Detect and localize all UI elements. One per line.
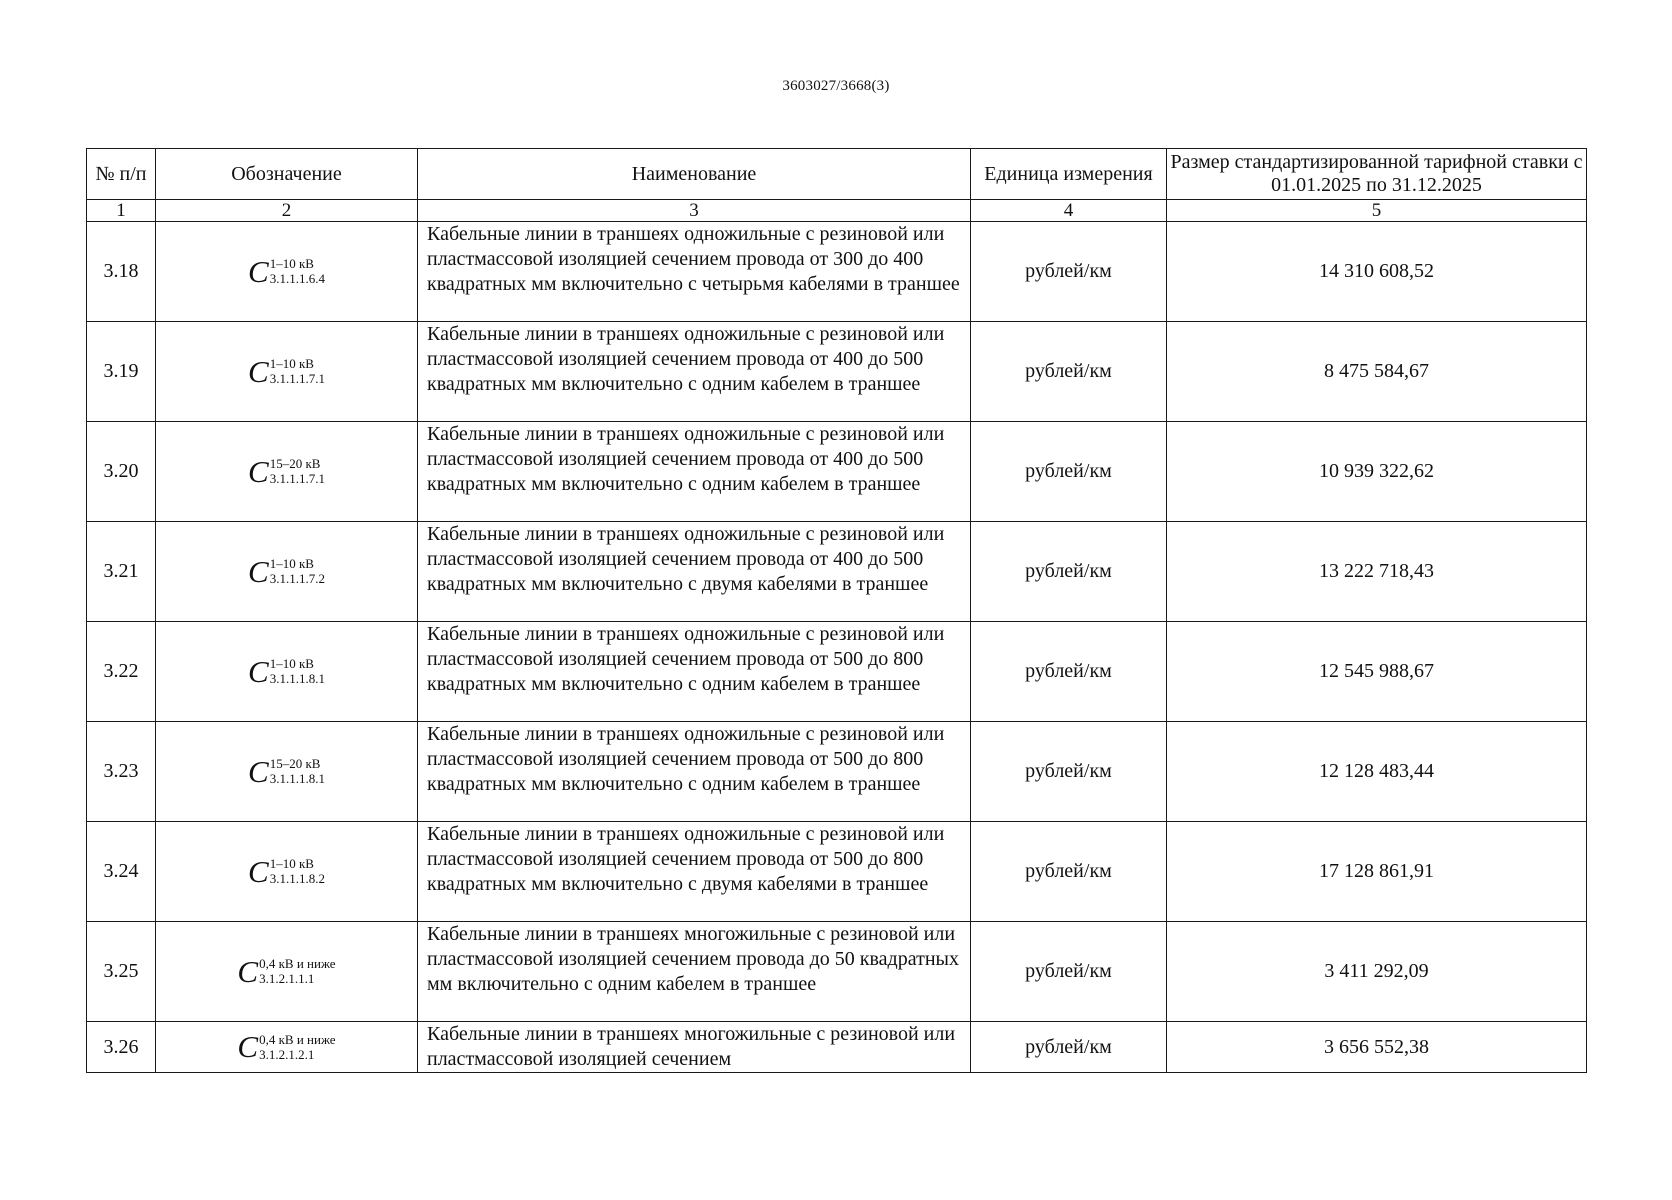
symbol-code: 3.1.1.1.8.1	[269, 771, 325, 786]
row-description: Кабельные линии в траншеях одножильные с резиновой или пластмассовой изоляцией сечением провода от 500 до 800 квадратных мм включительно с одним кабелем в траншее	[418, 722, 971, 822]
symbol-index	[270, 656, 325, 686]
row-description: Кабельные линии в траншеях одножильные с резиновой или пластмассовой изоляцией сечением провода от 400 до 500 квадратных мм включительно с одним кабелем в траншее	[418, 422, 971, 522]
row-description: Кабельные линии в траншеях одножильные с резиновой или пластмассовой изоляцией сечением провода от 500 до 800 квадратных мм включительно с одним кабелем в траншее	[418, 622, 971, 722]
tariff-symbol	[156, 722, 418, 822]
row-rate: 3 656 552,38	[1167, 1022, 1587, 1073]
row-rate: 17 128 861,91	[1167, 822, 1587, 922]
table-row	[87, 222, 1587, 322]
tariff-formula	[248, 553, 325, 589]
column-number: 1	[87, 200, 156, 222]
symbol-index	[270, 356, 325, 386]
tariff-symbol	[156, 222, 418, 322]
tariff-symbol	[156, 1022, 418, 1073]
row-rate: 12 128 483,44	[1167, 722, 1587, 822]
tariff-formula	[248, 353, 325, 389]
symbol-index	[259, 1032, 335, 1062]
column-number: 5	[1167, 200, 1587, 222]
row-unit: рублей/км	[971, 1022, 1167, 1073]
symbol-voltage: 1–10 кВ	[269, 656, 314, 671]
symbol-letter: C	[237, 953, 259, 989]
document-number: 3603027/3668(3)	[782, 78, 890, 94]
symbol-code: 3.1.1.1.7.2	[269, 571, 325, 586]
tariff-symbol	[156, 822, 418, 922]
row-unit: рублей/км	[971, 922, 1167, 1022]
symbol-voltage: 1–10 кВ	[269, 856, 314, 871]
tariff-formula	[248, 253, 325, 289]
column-number-row	[87, 200, 1587, 222]
row-unit: рублей/км	[971, 822, 1167, 922]
tariff-symbol	[156, 422, 418, 522]
tariff-table	[86, 148, 1587, 1073]
row-number: 3.24	[87, 822, 156, 922]
symbol-letter: C	[248, 653, 269, 689]
header-rate: Размер стандартизированной тарифной ставки с 01.01.2025 по 31.12.2025	[1167, 149, 1587, 200]
row-description: Кабельные линии в траншеях одножильные с резиновой или пластмассовой изоляцией сечением провода от 400 до 500 квадратных мм включительно с одним кабелем в траншее	[418, 322, 971, 422]
row-unit: рублей/км	[971, 522, 1167, 622]
tariff-symbol	[156, 322, 418, 422]
header-name: Наименование	[418, 149, 971, 200]
symbol-voltage: 0,4 кВ и ниже	[259, 1031, 336, 1047]
table-row	[87, 722, 1587, 822]
row-description: Кабельные линии в траншеях многожильные с резиновой или пластмассовой изоляцией сечением провода до 50 квадратных мм включительно с одним кабелем в траншее	[418, 922, 971, 1022]
row-rate: 14 310 608,52	[1167, 222, 1587, 322]
symbol-index	[270, 756, 325, 786]
tariff-formula	[237, 953, 336, 989]
symbol-voltage: 1–10 кВ	[269, 556, 314, 571]
row-rate: 3 411 292,09	[1167, 922, 1587, 1022]
symbol-index	[259, 956, 335, 986]
table-body	[87, 222, 1587, 1073]
table-row	[87, 1022, 1587, 1073]
table-row	[87, 422, 1587, 522]
column-number: 2	[156, 200, 418, 222]
symbol-letter: C	[248, 253, 269, 289]
row-unit: рублей/км	[971, 622, 1167, 722]
symbol-letter: C	[248, 853, 269, 889]
row-number: 3.19	[87, 322, 156, 422]
row-number: 3.22	[87, 622, 156, 722]
tariff-symbol	[156, 622, 418, 722]
symbol-index	[270, 256, 325, 286]
symbol-index	[270, 556, 325, 586]
tariff-formula	[237, 1031, 335, 1062]
header-symbol: Обозначение	[156, 149, 418, 200]
symbol-voltage: 1–10 кВ	[269, 256, 314, 271]
symbol-code: 3.1.1.1.7.1	[269, 471, 325, 486]
row-unit: рублей/км	[971, 422, 1167, 522]
symbol-index	[270, 456, 325, 486]
tariff-formula	[248, 853, 325, 889]
symbol-letter: C	[237, 1029, 259, 1064]
symbol-code: 3.1.1.1.8.1	[269, 671, 325, 686]
symbol-code: 3.1.2.1.1.1	[259, 971, 315, 986]
row-description: Кабельные линии в траншеях одножильные с резиновой или пластмассовой изоляцией сечением провода от 300 до 400 квадратных мм включительно с четырьмя кабелями в траншее	[418, 222, 971, 322]
row-number: 3.21	[87, 522, 156, 622]
symbol-letter: C	[248, 753, 269, 789]
symbol-code: 3.1.1.1.7.1	[269, 371, 325, 386]
tariff-formula	[248, 653, 325, 689]
tariff-formula	[248, 453, 325, 489]
header-unit: Единица измерения	[971, 149, 1167, 200]
tariff-symbol	[156, 922, 418, 1022]
table-row	[87, 822, 1587, 922]
symbol-voltage: 15–20 кВ	[269, 756, 321, 771]
row-unit: рублей/км	[971, 322, 1167, 422]
symbol-letter: C	[248, 453, 269, 489]
symbol-voltage: 1–10 кВ	[269, 356, 314, 371]
symbol-code: 3.1.1.1.8.2	[269, 871, 325, 886]
table-row	[87, 322, 1587, 422]
table-row	[87, 622, 1587, 722]
header-num: № п/п	[87, 149, 156, 200]
row-rate: 10 939 322,62	[1167, 422, 1587, 522]
symbol-letter: C	[248, 353, 269, 389]
row-number: 3.23	[87, 722, 156, 822]
row-description: Кабельные линии в траншеях многожильные с резиновой или пластмассовой изоляцией сечением	[418, 1022, 971, 1073]
symbol-index	[270, 856, 325, 886]
row-unit: рублей/км	[971, 722, 1167, 822]
row-rate: 13 222 718,43	[1167, 522, 1587, 622]
row-rate: 12 545 988,67	[1167, 622, 1587, 722]
symbol-code: 3.1.1.1.6.4	[269, 271, 325, 286]
column-number: 4	[971, 200, 1167, 222]
symbol-code: 3.1.2.1.2.1	[259, 1046, 315, 1062]
row-description: Кабельные линии в траншеях одножильные с резиновой или пластмассовой изоляцией сечением провода от 500 до 800 квадратных мм включительно с двумя кабелями в траншее	[418, 822, 971, 922]
table-row	[87, 922, 1587, 1022]
tariff-symbol	[156, 522, 418, 622]
symbol-letter: C	[248, 553, 269, 589]
row-number: 3.18	[87, 222, 156, 322]
tariff-formula	[248, 753, 325, 789]
row-number: 3.20	[87, 422, 156, 522]
column-number: 3	[418, 200, 971, 222]
symbol-voltage: 0,4 кВ и ниже	[259, 956, 336, 971]
row-unit: рублей/км	[971, 222, 1167, 322]
table-row	[87, 522, 1587, 622]
row-number: 3.25	[87, 922, 156, 1022]
row-rate: 8 475 584,67	[1167, 322, 1587, 422]
row-number: 3.26	[87, 1022, 156, 1073]
symbol-voltage: 15–20 кВ	[269, 456, 321, 471]
row-description: Кабельные линии в траншеях одножильные с резиновой или пластмассовой изоляцией сечением провода от 400 до 500 квадратных мм включительно с двумя кабелями в траншее	[418, 522, 971, 622]
header-row	[87, 149, 1587, 200]
